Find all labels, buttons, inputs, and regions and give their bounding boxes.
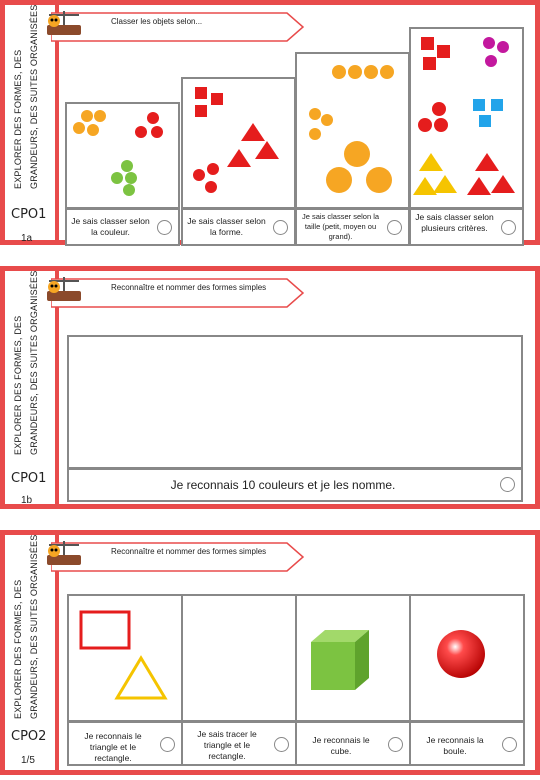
scale-mascot-icon — [41, 273, 87, 305]
check-circle-multi[interactable] — [501, 220, 516, 235]
side-title — [7, 534, 53, 739]
check-circle-size[interactable] — [387, 220, 402, 235]
check-circle-shape[interactable] — [273, 220, 288, 235]
skill-recognize-shapes-text: Je reconnais le triangle et le rectangle. — [84, 731, 142, 763]
check-circle-recognize-shapes[interactable] — [160, 737, 175, 752]
cube-icon — [297, 596, 409, 720]
panel-multi-criteria-sort — [409, 27, 524, 209]
skill-shape — [181, 208, 296, 246]
title-banner-text: Reconnaître et nommer des formes simples — [111, 283, 267, 292]
skill-colors — [67, 468, 523, 502]
side-title-line1: EXPLORER DES FORMES, DES — [13, 315, 23, 455]
skill-ball-text: Je reconnais la boule. — [426, 735, 484, 756]
monsters-by-color-icon — [67, 104, 178, 207]
skill-multi-text: Je sais classer selon plusieurs critères. — [415, 212, 494, 233]
card-sort-objects — [0, 0, 540, 245]
card-shapes — [0, 530, 540, 775]
panel-size-sort — [295, 52, 410, 209]
skill-draw-shapes — [181, 721, 297, 766]
side-title-line1: EXPLORER DES FORMES, DES — [13, 579, 23, 719]
title-banner-text: Classer les objets selon... — [111, 17, 203, 26]
panel-cube — [295, 594, 411, 722]
skill-multi — [409, 208, 524, 246]
shapes-by-form-icon — [183, 79, 294, 207]
check-circle-color[interactable] — [157, 220, 172, 235]
ball-icon — [411, 596, 523, 720]
side-title-line2: GRANDEURS, DES SUITES ORGANISÉES — [29, 4, 39, 189]
title-banner-text-wrap — [51, 537, 307, 573]
rectangle-triangle-icon — [69, 596, 181, 720]
side-title — [7, 4, 53, 209]
card-code: CPO1 — [11, 471, 47, 486]
skill-colors-text: Je reconnais 10 couleurs et je les nomme. — [170, 478, 396, 492]
title-banner-text-wrap — [51, 273, 307, 309]
skill-recognize-shapes — [67, 721, 183, 766]
scale-mascot-icon — [41, 7, 87, 39]
panel-ball — [409, 594, 525, 722]
check-circle-cube[interactable] — [388, 737, 403, 752]
shapes-multi-criteria-icon — [411, 29, 522, 207]
panel-color-sort — [65, 102, 180, 209]
scale-mascot-icon — [41, 537, 87, 569]
skill-cube — [295, 721, 411, 766]
check-circle-ball[interactable] — [502, 737, 517, 752]
skill-color — [65, 208, 180, 246]
side-title-line2: GRANDEURS, DES SUITES ORGANISÉES — [29, 270, 39, 455]
side-title-line2: GRANDEURS, DES SUITES ORGANISÉES — [29, 534, 39, 719]
panel-draw-shapes — [181, 594, 297, 722]
card-code: CPO2 — [11, 729, 47, 744]
skill-shape-text: Je sais classer selon la forme. — [187, 216, 266, 237]
check-circle-colors[interactable] — [500, 477, 515, 492]
card-colors — [0, 266, 540, 509]
empty-drawing-area — [67, 335, 523, 469]
skill-cube-text: Je reconnais le cube. — [312, 735, 370, 756]
skill-color-text: Je sais classer selon la couleur. — [71, 216, 150, 237]
monsters-by-size-icon — [297, 54, 408, 207]
skill-size — [295, 208, 410, 246]
card-number: 1a — [21, 233, 33, 244]
panel-triangle-rectangle — [67, 594, 183, 722]
card-number: 1b — [21, 495, 33, 506]
title-banner-text-wrap — [51, 7, 307, 43]
title-banner-text: Reconnaître et nommer des formes simples — [111, 547, 267, 556]
skill-ball — [409, 721, 525, 766]
side-title — [7, 270, 53, 475]
skill-draw-shapes-text: Je sais tracer le triangle et le rectangle. — [197, 729, 257, 761]
side-title-line1: EXPLORER DES FORMES, DES — [13, 49, 23, 189]
card-code: CPO1 — [11, 207, 47, 222]
card-number: 1/5 — [21, 755, 35, 766]
skill-size-text: Je sais classer selon la taille (petit, moyen ou grand). — [301, 212, 380, 241]
panel-shape-sort — [181, 77, 296, 209]
check-circle-draw-shapes[interactable] — [274, 737, 289, 752]
